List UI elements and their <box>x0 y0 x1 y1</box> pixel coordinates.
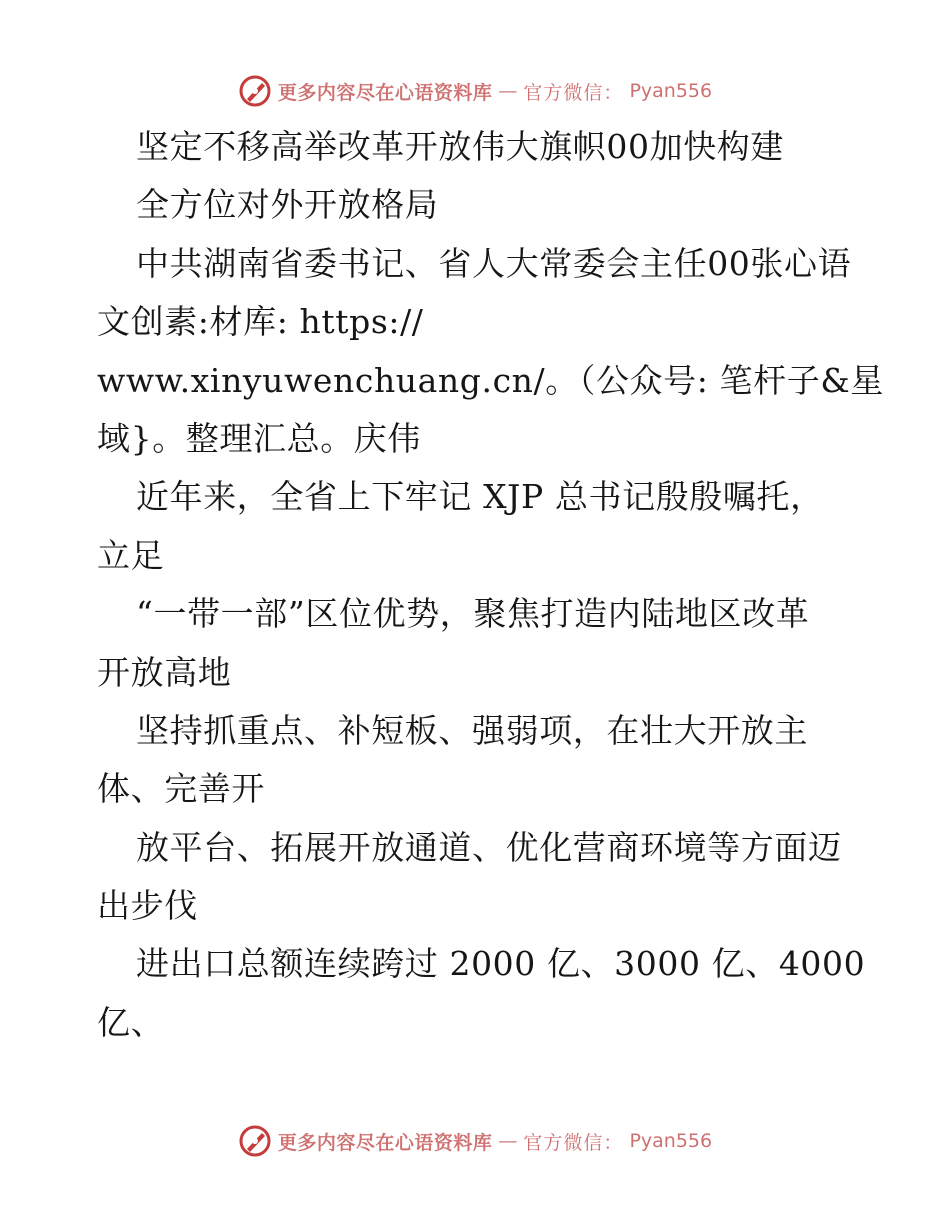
text-line: 放平台、拓展开放通道、优化营商环境等方面迈 <box>136 827 842 867</box>
text-line: 坚持抓重点、补短板、强弱项，在壮大开放主 <box>136 710 808 750</box>
text-line: 坚定不移高举改革开放伟大旗帜00加快构建 <box>136 127 784 166</box>
text-line: 体、完善开 <box>97 769 265 809</box>
text-line: 进出口总额连续跨过 2000 亿、3000 亿、4000 <box>136 944 866 984</box>
document-body <box>97 118 884 1052</box>
text-line: 文创素:材库: https:// <box>97 302 424 342</box>
text-line: 全方位对外开放格局 <box>136 185 439 225</box>
pen-seal-logo-icon <box>238 74 272 108</box>
watermark-wechat-id: Pyan556 <box>629 80 713 102</box>
watermark-subtitle: 官方微信： <box>523 81 624 104</box>
text-line: 亿、 <box>97 1002 165 1042</box>
pen-seal-logo-icon <box>238 1124 272 1158</box>
text-line: 开放高地 <box>97 652 232 692</box>
watermark-title: 更多内容尽在心语资料库 <box>277 1131 493 1154</box>
text-line: “一带一部”区位优势，聚焦打造内陆地区改革 <box>136 594 810 634</box>
text-line: 近年来，全省上下牢记 XJP 总书记殷殷嘱托， <box>136 477 824 517</box>
watermark-title: 更多内容尽在心语资料库 <box>277 81 493 104</box>
watermark-dash: — <box>498 80 518 102</box>
text-line: 中共湖南省委书记、省人大常委会主任00张心语 <box>136 243 852 283</box>
watermark-wechat-id: Pyan556 <box>629 1130 713 1152</box>
footer-watermark <box>0 1121 950 1161</box>
text-line: 立足 <box>97 535 165 575</box>
text-line: 域}。整理汇总。庆伟 <box>97 418 421 458</box>
watermark-subtitle: 官方微信： <box>523 1131 624 1154</box>
text-line: 出步伐 <box>97 886 198 926</box>
header-watermark <box>0 71 950 111</box>
watermark-dash: — <box>498 1130 518 1152</box>
text-line: www.xinyuwenchuang.cn/。（公众号: 笔杆子&星 <box>97 360 884 400</box>
